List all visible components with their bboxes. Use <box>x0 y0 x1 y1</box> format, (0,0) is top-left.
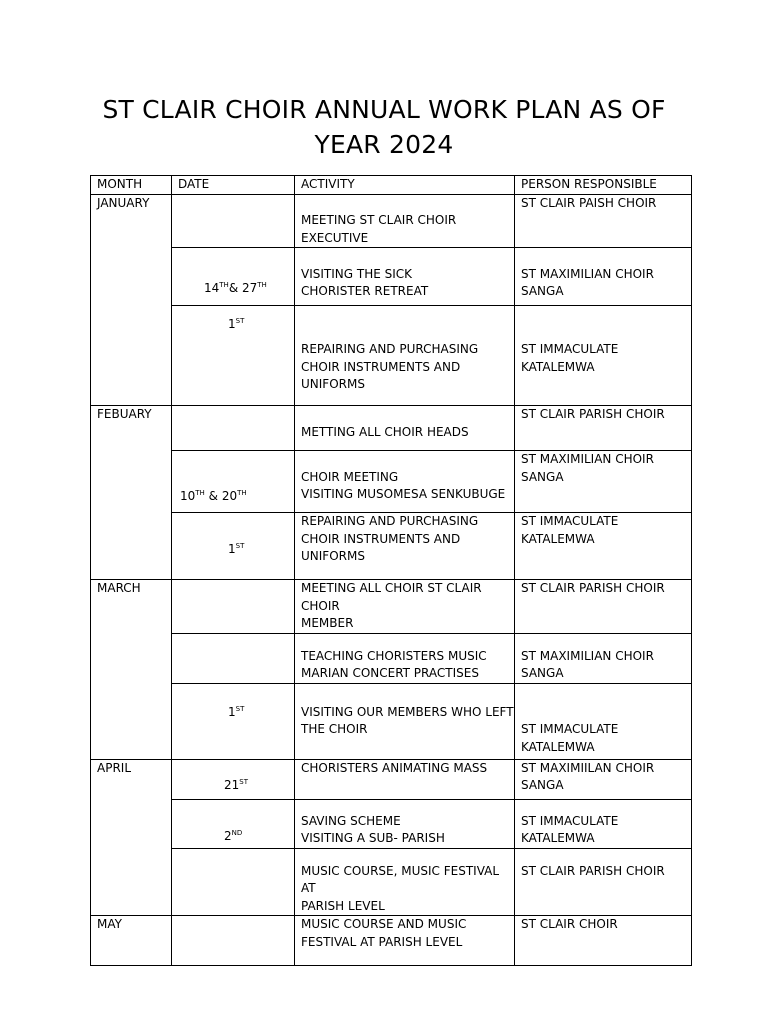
activity-line <box>301 324 514 342</box>
date-value: 21ST <box>224 777 249 792</box>
table-row <box>91 799 692 848</box>
activity-cell <box>295 580 515 634</box>
person-line: ST IMMACULATE <box>521 813 619 828</box>
date-cell <box>172 633 295 683</box>
person-line: ST MAXIMILIAN CHOIR <box>521 266 654 281</box>
date-cell <box>172 799 295 848</box>
activity-cell <box>295 306 515 406</box>
person-cell <box>515 194 692 248</box>
activity-line: MEETING ALL CHOIR ST CLAIR CHOIR <box>301 581 482 613</box>
activity-line: UNIFORMS <box>301 549 365 563</box>
date-cell <box>172 513 295 580</box>
activity-line: REPAIRING AND PURCHASING <box>301 514 479 528</box>
person-line: KATALEMWA <box>521 739 595 754</box>
month-cell: FEBUARY <box>91 406 172 580</box>
date-cell <box>172 683 295 759</box>
table-row <box>91 306 692 406</box>
activity-cell <box>295 513 515 580</box>
person-line: ST CLAIR PARISH CHOIR <box>521 581 665 595</box>
activity-line: TEACHING CHORISTERS MUSIC <box>301 648 487 663</box>
date-value: 14TH& 27TH <box>204 281 267 295</box>
person-cell <box>515 799 692 848</box>
person-line: ST MAXIMILIAN CHOIR <box>521 452 654 466</box>
activity-line: CHOIR MEETING <box>301 469 399 484</box>
person-line: SANGA <box>521 666 564 680</box>
month-cell: JANUARY <box>91 194 172 406</box>
header-date: DATE <box>172 176 295 195</box>
activity-line <box>301 248 514 266</box>
person-cell <box>515 683 692 759</box>
person-line: ST CLAIR PARISH CHOIR <box>521 863 665 878</box>
person-line: SANGA <box>521 469 564 484</box>
activity-line: CHORISTER RETREAT <box>301 284 429 298</box>
person-line <box>521 324 691 342</box>
table-row <box>91 451 692 513</box>
activity-line: MUSIC COURSE, MUSIC FESTIVAL AT <box>301 863 500 895</box>
activity-cell <box>295 451 515 513</box>
work-plan-table <box>90 175 692 966</box>
header-activity: ACTIVITY <box>295 176 515 195</box>
date-cell <box>172 848 295 916</box>
activity-cell <box>295 848 515 916</box>
date-cell <box>172 248 295 306</box>
title-line-1: ST CLAIR CHOIR ANNUAL WORK PLAN AS OF <box>102 95 666 124</box>
person-line: ST IMMACULATE <box>521 514 619 528</box>
date-cell <box>172 451 295 513</box>
month-cell: MAY <box>91 916 172 966</box>
activity-line: SAVING SCHEME <box>301 813 401 828</box>
person-line: ST CLAIR CHOIR <box>521 917 618 931</box>
person-cell <box>515 580 692 634</box>
table-row <box>91 759 692 799</box>
activity-line: REPAIRING AND PURCHASING <box>301 342 479 356</box>
table-row <box>91 580 692 634</box>
table-row <box>91 916 692 966</box>
person-cell <box>515 306 692 406</box>
person-line: ST IMMACULATE <box>521 722 619 736</box>
activity-cell <box>295 248 515 306</box>
person-line: KATALEMWA <box>521 831 595 845</box>
table-row <box>91 513 692 580</box>
person-cell <box>515 451 692 513</box>
activity-line: THE CHOIR <box>301 722 368 736</box>
person-line: ST CLAIR PARISH CHOIR <box>521 407 665 421</box>
activity-cell <box>295 759 515 799</box>
date-value: 10TH & 20TH <box>180 489 247 503</box>
table-row <box>91 406 692 451</box>
person-line: ST MAXIMIILAN CHOIR <box>521 760 655 775</box>
table-row <box>91 633 692 683</box>
header-person-responsible: PERSON RESPONSIBLE <box>515 176 692 195</box>
activity-line: MEMBER <box>301 616 354 630</box>
person-line: ST IMMACULATE <box>521 342 619 356</box>
activity-line: VISITING THE SICK <box>301 266 413 281</box>
table-row <box>91 683 692 759</box>
date-cell <box>172 194 295 248</box>
date-value: 1ST <box>228 704 245 719</box>
date-cell <box>172 759 295 799</box>
person-line <box>521 704 691 722</box>
month-cell: MARCH <box>91 580 172 760</box>
person-cell <box>515 406 692 451</box>
activity-line: PARISH LEVEL <box>301 898 385 913</box>
activity-line <box>301 451 514 469</box>
activity-line: MEETING ST CLAIR CHOIR <box>301 213 457 227</box>
person-line: ST CLAIR PAISH CHOIR <box>521 195 657 210</box>
activity-line: VISITING A SUB- PARISH <box>301 831 445 845</box>
activity-line: CHORISTERS ANIMATING MASS <box>301 760 488 775</box>
date-cell <box>172 306 295 406</box>
person-line: SANGA <box>521 778 564 792</box>
person-cell <box>515 513 692 580</box>
date-value: 1ST <box>228 317 245 331</box>
activity-cell <box>295 633 515 683</box>
date-cell <box>172 916 295 966</box>
activity-line: MARIAN CONCERT PRACTISES <box>301 666 479 680</box>
table-row <box>91 248 692 306</box>
date-cell <box>172 580 295 634</box>
date-cell <box>172 406 295 451</box>
person-line: SANGA <box>521 284 564 298</box>
table-row <box>91 194 692 248</box>
date-value: 2ND <box>224 828 243 843</box>
activity-line: MUSIC COURSE AND MUSIC <box>301 917 467 931</box>
person-line: KATALEMWA <box>521 359 595 374</box>
person-line <box>521 248 691 266</box>
title-line-2: YEAR 2024 <box>314 130 454 159</box>
person-cell <box>515 916 692 966</box>
activity-line: VISITING OUR MEMBERS WHO LEFT <box>301 704 514 719</box>
table-row <box>91 848 692 916</box>
activity-line: CHOIR INSTRUMENTS AND <box>301 359 461 374</box>
activity-line <box>301 406 514 424</box>
table-header-row <box>91 176 692 195</box>
person-cell <box>515 633 692 683</box>
person-cell <box>515 248 692 306</box>
activity-cell <box>295 916 515 966</box>
activity-line: UNIFORMS <box>301 377 365 391</box>
activity-cell <box>295 406 515 451</box>
activity-line: EXECUTIVE <box>301 230 369 245</box>
activity-line <box>301 195 514 213</box>
date-value: 1ST <box>228 542 245 556</box>
person-line <box>521 306 691 324</box>
activity-line: VISITING MUSOMESA SENKUBUGE <box>301 487 506 501</box>
person-line: KATALEMWA <box>521 531 595 546</box>
activity-line: CHOIR INSTRUMENTS AND <box>301 531 461 546</box>
activity-line: METTING ALL CHOIR HEADS <box>301 424 469 439</box>
activity-cell <box>295 683 515 759</box>
person-line: ST MAXIMILIAN CHOIR <box>521 648 654 663</box>
header-month: MONTH <box>91 176 172 195</box>
person-cell <box>515 848 692 916</box>
activity-cell <box>295 194 515 248</box>
person-cell <box>515 759 692 799</box>
activity-line <box>301 306 514 324</box>
activity-line: FESTIVAL AT PARISH LEVEL <box>301 934 463 949</box>
activity-cell <box>295 799 515 848</box>
month-cell: APRIL <box>91 759 172 916</box>
document-title <box>90 92 678 162</box>
